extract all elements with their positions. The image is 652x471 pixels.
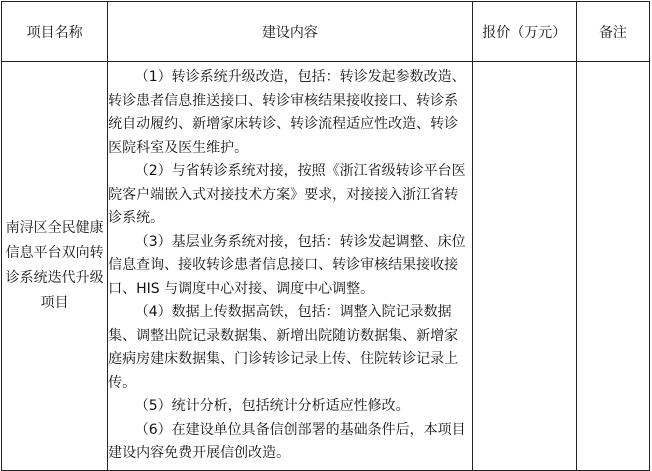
content-item-5: （5）统计分析，包括统计分析适应性修改。 (134, 398, 410, 414)
note-cell (576, 62, 649, 471)
project-table (1, 1, 650, 471)
table-row (2, 62, 650, 471)
content-item-3: （3）基层业务系统对接，包括：转诊发起调整、床位信息查询、接收转诊患者信息接口、转诊审核结果接收接口、HIS 与调度中心对接、调度中心调整。 (108, 233, 466, 297)
content-item-4: （4）数据上传数据高铁，包括：调整入院记录数据集、调整出院记录数据集、新增出院随访数据集、新增家庭病房建床数据集、门诊转诊记录上传、住院转诊记录上传。 (108, 304, 459, 391)
content-item-2: （2）与省转诊系统对接，按照《浙江省级转诊平台医院客户端嵌入式对接技术方案》要求，对接接入浙江省转诊系统。 (108, 163, 466, 226)
header-note: 备注 (576, 2, 649, 62)
content-item-1: （1）转诊系统升级改造，包括：转诊发起参数改造、转诊患者信息推送接口、转诊审核结果接收接口、转诊系统自动履约、新增家床转诊、转诊流程适应性改造、转诊医院科室及医生维护。 (108, 69, 466, 156)
content-cell (108, 62, 473, 471)
table-header-row (2, 2, 650, 62)
price-cell (472, 62, 576, 471)
project-name-cell: 南浔区全民健康信息平台双向转诊系统迭代升级项目 (2, 62, 108, 471)
header-price: 报价（万元） (472, 2, 576, 62)
content-item-6: （6）在建设单位具备信创部署的基础条件后，本项目建设内容免费开展信创改造。 (108, 421, 466, 461)
header-project-name: 项目名称 (2, 2, 108, 62)
header-content: 建设内容 (108, 2, 473, 62)
